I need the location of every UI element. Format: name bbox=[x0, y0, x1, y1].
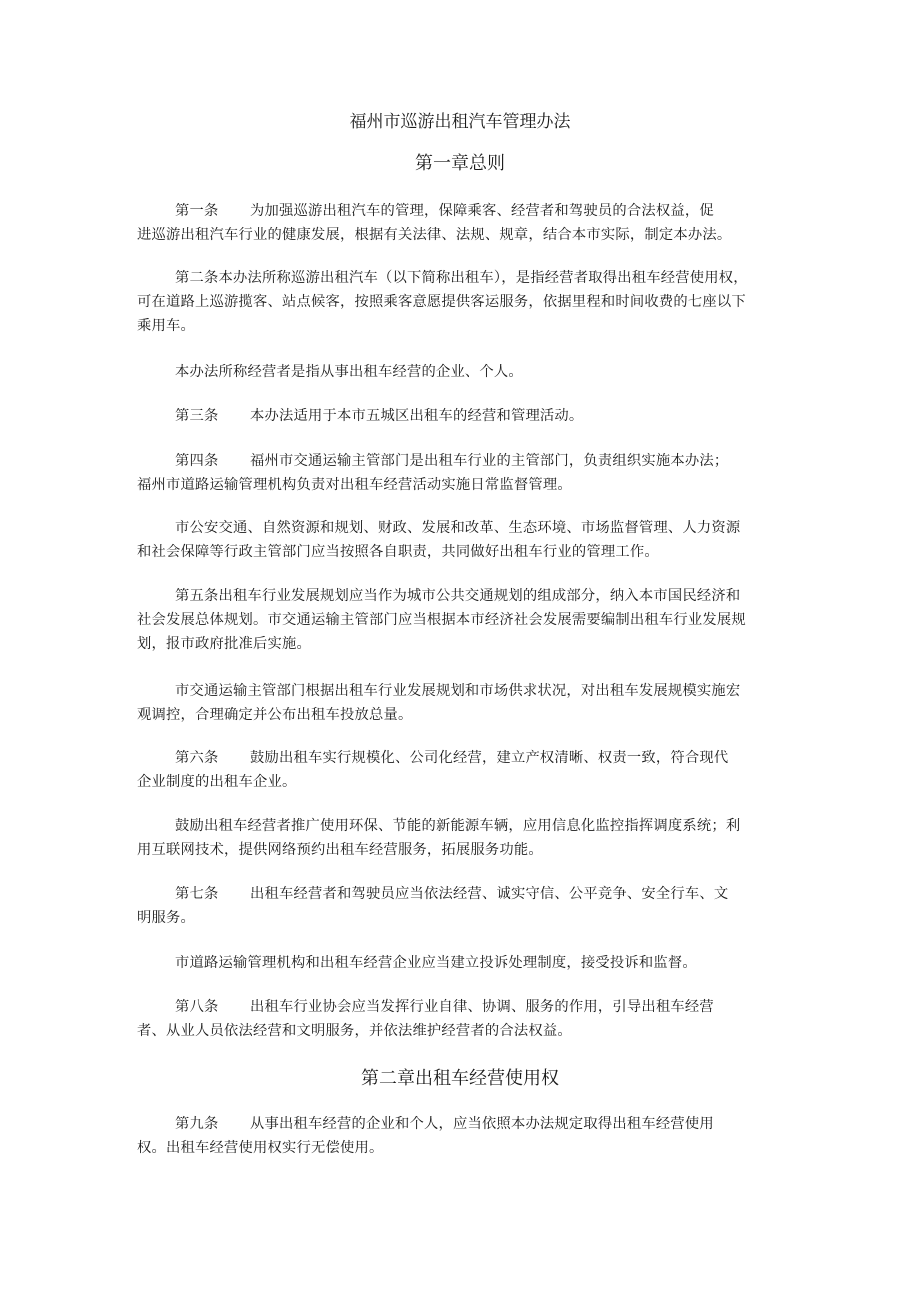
article-number: 第四条 bbox=[175, 453, 219, 469]
paragraph-line: 为加强巡游出租汽车的管理，保障乘客、经营者和驾驶员的合法权益，促 bbox=[250, 203, 714, 219]
paragraph-line: 出租车经营者和驾驶员应当依法经营、诚实守信、公平竞争、安全行车、文 bbox=[250, 886, 729, 902]
paragraph bbox=[137, 360, 787, 384]
article-number: 第七条 bbox=[175, 886, 219, 902]
article-paragraph bbox=[137, 584, 787, 656]
article-number: 第九条 bbox=[175, 1116, 219, 1132]
paragraph bbox=[137, 814, 787, 862]
paragraph-line: 福州市交通运输主管部门是出租车行业的主管部门，负责组织实施本办法； bbox=[250, 453, 729, 469]
paragraph-line: 第五条出租车行业发展规划应当作为城市公共交通规划的组成部分，纳入本市国民经济和 bbox=[175, 588, 741, 604]
chapter-title: 第一章总则 bbox=[415, 153, 505, 174]
article-paragraph bbox=[137, 199, 787, 247]
paragraph-line: 观调控，合理确定并公布出租车投放总量。 bbox=[137, 707, 413, 723]
paragraph-line: 和社会保障等行政主管部门应当按照各自职责，共同做好出租车行业的管理工作。 bbox=[137, 544, 659, 560]
paragraph-line: 市道路运输管理机构和出租车经营企业应当建立投诉处理制度，接受投诉和监督。 bbox=[175, 955, 697, 971]
paragraph-line: 可在道路上巡游揽客、站点候客，按照乘客意愿提供客运服务，依据里程和时间收费的七座以下 bbox=[137, 294, 746, 310]
paragraph-line: 市公安交通、自然资源和规划、财政、发展和改革、生态环境、市场监督管理、人力资源 bbox=[175, 520, 741, 536]
article-number: 第八条 bbox=[175, 999, 219, 1015]
paragraph-line: 企业制度的出租车企业。 bbox=[137, 774, 297, 790]
paragraph-line: 出租车行业协会应当发挥行业自律、协调、服务的作用，引导出租车经营 bbox=[250, 999, 714, 1015]
article-paragraph bbox=[137, 882, 787, 930]
paragraph bbox=[137, 516, 787, 564]
article-paragraph bbox=[137, 746, 787, 794]
paragraph-line: 市交通运输主管部门根据出租车行业发展规划和市场供求状况，对出租车发展规模实施宏 bbox=[175, 683, 741, 699]
article-paragraph bbox=[137, 266, 787, 338]
paragraph-line: 者、从业人员依法经营和文明服务，并依法维护经营者的合法权益。 bbox=[137, 1023, 572, 1039]
article-number: 第六条 bbox=[175, 750, 219, 766]
paragraph-line: 鼓励出租车经营者推广使用环保、节能的新能源车辆，应用信息化监控指挥调度系统；利 bbox=[175, 818, 741, 834]
paragraph-line: 权。出租车经营使用权实行无偿使用。 bbox=[137, 1140, 384, 1156]
article-paragraph bbox=[137, 995, 787, 1043]
paragraph-line: 本办法适用于本市五城区出租车的经营和管理活动。 bbox=[250, 408, 584, 424]
paragraph-line: 社会发展总体规划。市交通运输主管部门应当根据本市经济社会发展需要编制出租车行业发展规 bbox=[137, 612, 746, 628]
paragraph-line: 用互联网技术，提供网络预约出租车经营服务，拓展服务功能。 bbox=[137, 842, 543, 858]
article-paragraph bbox=[137, 1112, 787, 1160]
article-number: 第三条 bbox=[175, 408, 219, 424]
paragraph-line: 进巡游出租汽车行业的健康发展，根据有关法律、法规、规章，结合本市实际，制定本办法。 bbox=[137, 227, 732, 243]
paragraph-line: 明服务。 bbox=[137, 910, 195, 926]
article-paragraph bbox=[137, 404, 787, 428]
paragraph-line: 第二条本办法所称巡游出租汽车（以下简称出租车），是指经营者取得出租车经营使用权， bbox=[175, 270, 748, 286]
chapter-title: 第二章出租车经营使用权 bbox=[361, 1068, 559, 1089]
paragraph-line: 本办法所称经营者是指从事出租车经营的企业、个人。 bbox=[175, 364, 523, 380]
paragraph-line: 从事出租车经营的企业和个人，应当依照本办法规定取得出租车经营使用 bbox=[250, 1116, 714, 1132]
document-title: 福州市巡游出租汽车管理办法 bbox=[349, 112, 571, 132]
article-number: 第一条 bbox=[175, 203, 219, 219]
paragraph bbox=[137, 951, 787, 975]
article-paragraph bbox=[137, 449, 787, 497]
paragraph bbox=[137, 679, 787, 727]
paragraph-line: 鼓励出租车实行规模化、公司化经营，建立产权清晰、权责一致，符合现代 bbox=[250, 750, 729, 766]
paragraph-line: 划，报市政府批准后实施。 bbox=[137, 636, 311, 652]
paragraph-line: 乘用车。 bbox=[137, 318, 195, 334]
paragraph-line: 福州市道路运输管理机构负责对出租车经营活动实施日常监督管理。 bbox=[137, 477, 572, 493]
